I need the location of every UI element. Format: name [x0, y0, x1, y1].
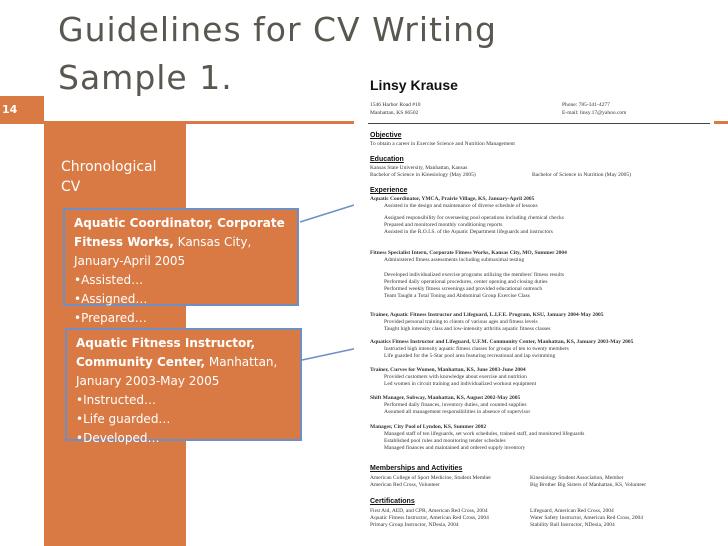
- slide-title-line-1: Guidelines for CV Writing: [58, 10, 497, 49]
- resume-email: E-mail: linsy.17@yahoo.com: [562, 110, 627, 116]
- resume-job-line: Assisted in the design and maintenance of diverse schedule of lessons: [384, 203, 538, 209]
- resume-job-title: Fitness Specialist Intern, Corporate Fitness Works, Kansas City, MO, Summer 2004: [370, 250, 567, 256]
- resume-job-line: Administered fitness assessments including submaximal testing: [384, 257, 525, 263]
- resume-certification-item: Lifeguard, American Red Cross, 2004: [530, 508, 614, 514]
- resume-membership-item: Kinesiology Student Association, Member: [530, 475, 624, 481]
- resume-membership-item: American Red Cross, Volunteer: [370, 482, 440, 488]
- resume-section-certifications: Certifications: [370, 498, 415, 505]
- resume-job-line: Performed weekly fitness screenings and provided educational outreach: [384, 286, 543, 292]
- resume-job-line: Provided personal training to clients of various ages and fitness levels: [384, 319, 538, 325]
- callout-2-bullet: •Developed…: [76, 431, 160, 445]
- resume-job-line: Instructed high intensity aquatic fitness classes for groups of ten to twenty members: [384, 346, 569, 352]
- resume-address: Manhattan, KS 66502: [370, 110, 419, 116]
- resume-document: [354, 74, 714, 546]
- resume-job-title: Aquatic Coordinator, YMCA, Prairie Village, KS, January-April 2005: [370, 196, 535, 202]
- resume-job-line: Assumed all management responsibilities in absence of supervisor: [384, 409, 531, 415]
- resume-section-objective: Objective: [370, 132, 402, 139]
- slide-title-line-2: Sample 1.: [58, 58, 233, 97]
- resume-section-education: Education: [370, 156, 404, 163]
- resume-job-line: Performed daily finances, inventory duties, and counted supplies: [384, 402, 527, 408]
- resume-job-title: Trainer, Curves for Women, Manhattan, KS, June 2003-June 2004: [370, 367, 526, 373]
- callout-aquatic-coordinator: [63, 208, 299, 325]
- callout-1-bullet: •Assigned…: [74, 292, 148, 306]
- callout-2-bullet: •Life guarded…: [76, 412, 171, 426]
- resume-certification-item: Primary Group Instructor, NDesia, 2004: [370, 522, 459, 528]
- callout-1-place: Kansas City, January-April 2005: [74, 235, 252, 268]
- resume-job-title: Aquatics Fitness Instructor and Lifeguard, U.F.M. Community Center, Manhattan, KS, January 2003-May 2005: [370, 339, 634, 345]
- callout-2-role: Aquatic Fitness Instructor, Community Center,: [76, 336, 256, 369]
- resume-phone: Phone: 785-341-4277: [562, 102, 610, 108]
- callout-1-role: Aquatic Coordinator, Corporate Fitness Works,: [74, 216, 285, 249]
- resume-job-title: Manager, City Pool of Lyndon, KS, Summer 2002: [370, 424, 487, 430]
- callout-1-bullet: •Assisted…: [74, 273, 144, 287]
- resume-membership-item: Big Brother Big Sisters of Manhattan, KS, Volunteer: [530, 482, 647, 488]
- resume-job-line: Managed staff of ten lifeguards, set work schedules, trained staff, and monitored lifeguards: [384, 431, 585, 437]
- callout-aquatic-fitness-instructor: [65, 328, 302, 445]
- callout-2-place: Manhattan, January 2003-May 2005: [76, 355, 278, 388]
- resume-job-title: Trainer, Aquatic Fitness Instructor and Lifeguard, L.I.F.E. Program, KSU, January 2004-May 2005: [370, 312, 604, 318]
- resume-job-line: Established pool rules and monitoring tender schedules: [384, 438, 506, 444]
- resume-job-line: Led women in circuit training and individualized workout equipment: [384, 381, 537, 387]
- slide-number: 14: [2, 103, 18, 116]
- resume-certification-item: Aquatic Fitness Instructor, American Red Cross, 2004: [370, 515, 489, 521]
- resume-job-title: Shift Manager, Subway, Manhattan, KS, August 2002-May 2005: [370, 395, 521, 401]
- resume-section-memberships: Memberships and Activities: [370, 465, 463, 472]
- resume-job-line: Performed daily operational procedures, center opening and closing duties: [384, 279, 548, 285]
- callout-1-bullet: •Prepared…: [74, 311, 147, 325]
- resume-certification-item: Water Safety Instructor, American Red Cross, 2004: [530, 515, 643, 521]
- resume-certification-item: Stability Ball Instructor, NDesia, 2004: [530, 522, 615, 528]
- resume-divider: [368, 123, 710, 124]
- callout-2-bullet: •Instructed…: [76, 393, 157, 407]
- resume-job-line: Prepared and monitored monthly conditioning reports: [384, 222, 503, 228]
- resume-name: Linsy Krause: [370, 77, 458, 93]
- resume-education-school: Kansas State University, Manhattan, Kansas: [370, 165, 468, 171]
- resume-job-line: Assigned responsibility for overseeing pool operations including chemical checks: [384, 215, 564, 221]
- resume-job-line: Provided customers with knowledge about exercise and nutrition: [384, 374, 527, 380]
- resume-membership-item: American College of Sport Medicine, Student Member: [370, 475, 492, 481]
- resume-job-line: Developed individualized exercise programs utilizing the members' fitness results: [384, 272, 564, 278]
- resume-certification-item: First Aid, AED, and CPR, American Red Cross, 2004: [370, 508, 488, 514]
- panel-label-line-1: Chronological: [61, 159, 157, 175]
- resume-job-line: Taught high intensity class and low-intensity arthritis aquatic fitness classes: [384, 326, 551, 332]
- resume-section-experience: Experience: [370, 187, 408, 194]
- resume-education-degree: Bachelor of Science in Nutrition (May 2005): [532, 172, 631, 178]
- panel-label-line-2: CV: [61, 179, 81, 195]
- resume-job-line: Assisted in the R.O.I.S. of the Aquatic Department lifeguards and instructors: [384, 229, 553, 235]
- resume-job-line: Life guarded for the 5-Star pool area featuring recreational and lap swimming: [384, 353, 556, 359]
- resume-objective-text: To obtain a career in Exercise Science and Nutrition Management: [370, 141, 515, 147]
- resume-education-degree: Bachelor of Science in Kinesiology (May 2005): [370, 172, 476, 178]
- resume-job-line: Team Taught a Total Toning and Abdominal Group Exercise Class: [384, 293, 530, 299]
- resume-address: 1546 Harbor Road #10: [370, 102, 421, 108]
- resume-job-line: Managed finances and maintained and ordered supply inventory: [384, 445, 526, 451]
